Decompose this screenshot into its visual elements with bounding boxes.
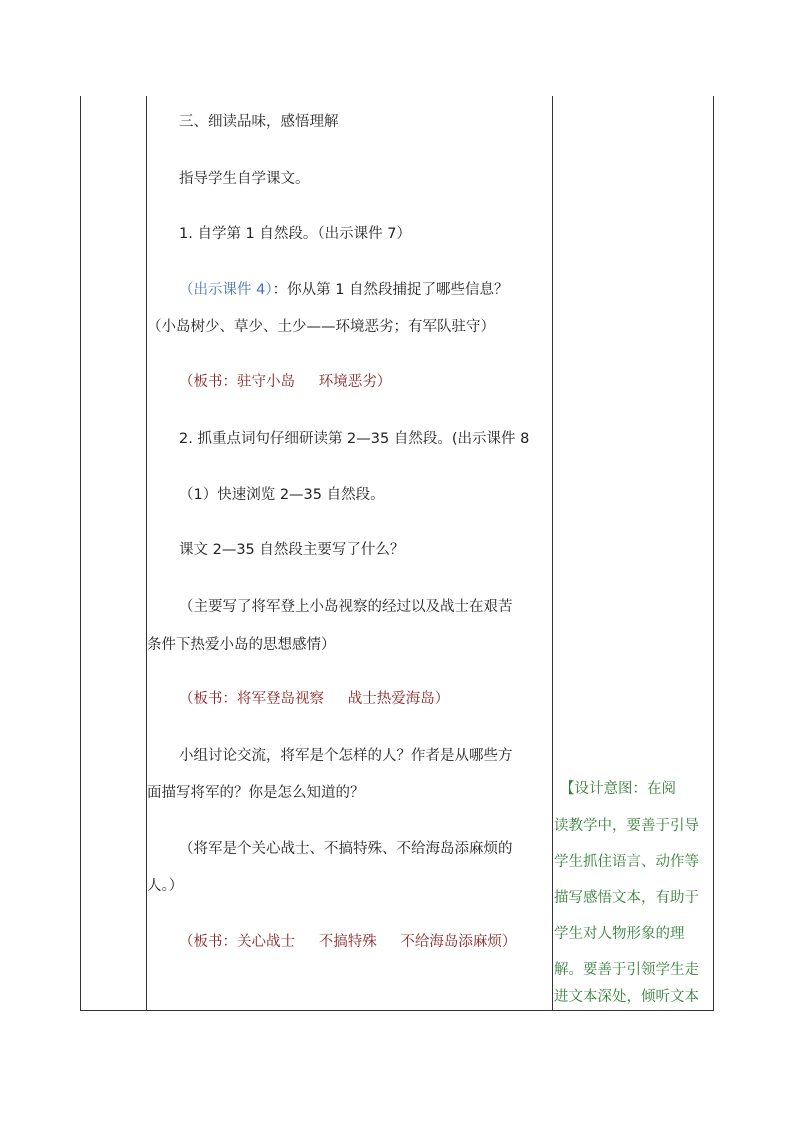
table-border-right [713,96,714,1011]
question-2: 课文 2—35 自然段主要写了什么？ [179,542,405,558]
answer-3-line-2: 人。） [147,878,184,894]
table-border-left [80,96,81,1011]
board-note-2: （板书：将军登岛视察 战士热爱海岛） [179,691,450,707]
answer-2-line-2: 条件下热爱小岛的思想感情） [147,637,336,653]
question-1-text: ：你从第 1 自然段捕捉了哪些信息？ [272,282,509,298]
design-note-line: 学生对人物形象的理 [554,926,685,942]
question-3-line-1: 小组讨论交流，将军是个怎样的人？作者是从哪些方 [179,748,513,764]
guide-text: 指导学生自学课文。 [179,171,310,187]
slide-reference: （出示课件 4） [179,282,273,298]
step-1: 1. 自学第 1 自然段。（出示课件 7） [179,226,411,242]
answer-2-line-1: （主要写了将军登上小岛视察的经过以及战士在艰苦 [179,599,513,615]
step-2: 2. 抓重点词句仔细研读第 2—35 自然段。(出示课件 8 [179,431,530,447]
design-note-line: 学生抓住语言、动作等 [554,854,699,870]
design-note-line: 【设计意图：在阅 [560,781,676,797]
answer-1: （小岛树少、草少、土少——环境恶劣；有军队驻守） [147,319,495,335]
board-note-1: （板书：驻守小岛 环境恶劣） [179,374,392,390]
table-border-bottom [80,1010,714,1011]
design-note-line: 读教学中，要善于引导 [554,818,699,834]
design-note-line: 解。要善于引领学生走 [554,962,699,978]
question-1 [147,281,553,299]
step-2-1: （1）快速浏览 2—35 自然段。 [179,487,385,503]
design-note-line: 描写感悟文本，有助于 [554,890,699,906]
question-3-line-2: 面描写将军的？你是怎么知道的？ [147,785,365,801]
answer-3-line-1: （将军是个关心战士、不搞特殊、不给海岛添麻烦的 [179,841,513,857]
design-note-line: 进文本深处，倾听文本 [554,989,699,1005]
board-note-3: （板书：关心战士 不搞特殊 不给海岛添麻烦） [179,934,517,950]
section-heading: 三、细读品味，感悟理解 [179,114,339,130]
